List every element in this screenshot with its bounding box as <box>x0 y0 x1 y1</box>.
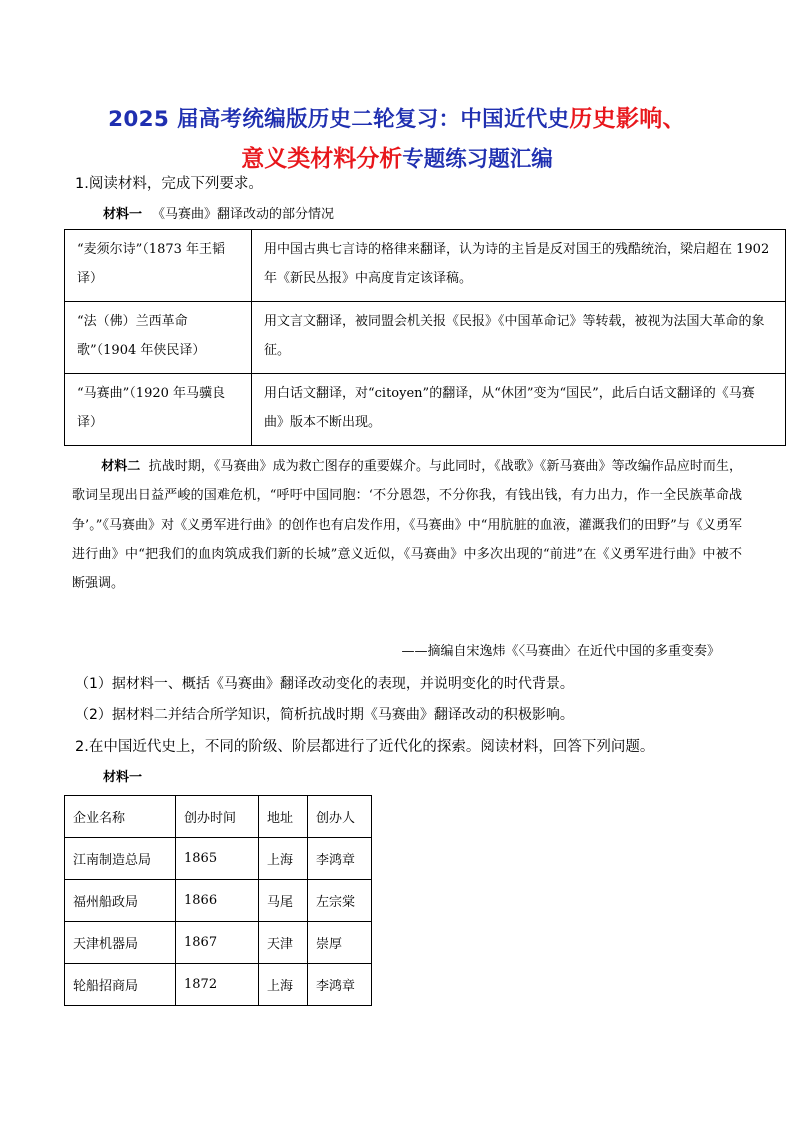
header-cell: 地址 <box>259 796 308 838</box>
founder-cell: 李鸿章 <box>308 964 372 1006</box>
location-cell: 天津 <box>259 922 308 964</box>
q1-material-2-text: 抗战时期，《马赛曲》成为救亡图存的重要媒介。与此同时，《战歌》《新马赛曲》等改编作品应时而生，歌词呈现出日益严峻的国难危机，“呼吁中国同胞：‘不分恩怨，不分你我，有钱出钱，有力出力，作一全民族革命战争’。”《马赛曲》对《义勇军进行曲》的创作也有启发作用，《马赛曲》中“用肮脏的血液，灌溉我们的田野”与《义勇军进行曲》中“把我们的血肉筑成我们新的长城”意义近似，《马赛曲》中多次出现的“前进”在《义勇军进行曲》中被不断强调。 <box>72 459 742 592</box>
table-row <box>65 838 372 880</box>
enterprise-name-cell: 轮船招商局 <box>65 964 176 1006</box>
table-row <box>65 880 372 922</box>
founding-year-cell: 1866 <box>176 880 259 922</box>
q1-material-1-caption: 《马赛曲》翻译改动的部分情况 <box>152 207 335 222</box>
sub-question-2: （2）据材料二并结合所学知识，简析抗战时期《马赛曲》翻译改动的积极影响。 <box>75 707 574 723</box>
question-1-stem: 1.阅读材料，完成下列要求。 <box>75 176 263 192</box>
title-blue-part-2: 专题练习题汇编 <box>402 147 553 172</box>
q1-material-2-paragraph <box>72 452 742 598</box>
material-source: ——摘编自宋逸炜《〈马赛曲〉在近代中国的多重变奏》 <box>401 644 720 659</box>
location-cell: 上海 <box>259 838 308 880</box>
title-red-part-2: 意义类材料分析 <box>241 146 403 172</box>
version-cell: “麦须尔诗”（1873 年王韬译） <box>65 230 252 302</box>
version-cell: “马赛曲”（1920 年马骥良译） <box>65 374 252 446</box>
enterprise-table <box>64 795 372 1006</box>
founder-cell: 李鸿章 <box>308 838 372 880</box>
translation-table <box>64 229 786 446</box>
founder-cell: 崇厚 <box>308 922 372 964</box>
sub-question-1: （1）据材料一、概括《马赛曲》翻译改动变化的表现，并说明变化的时代背景。 <box>75 676 574 692</box>
table-header-row <box>65 796 372 838</box>
q1-material-1-label: 材料一 <box>103 207 143 222</box>
table-row <box>65 374 786 446</box>
location-cell: 马尾 <box>259 880 308 922</box>
founder-cell: 左宗棠 <box>308 880 372 922</box>
question-2-stem: 2.在中国近代史上，不同的阶级、阶层都进行了近代化的探索。阅读材料，回答下列问题。 <box>75 739 655 755</box>
q1-material-2-label: 材料二 <box>101 459 141 474</box>
founding-year-cell: 1865 <box>176 838 259 880</box>
enterprise-name-cell: 江南制造总局 <box>65 838 176 880</box>
version-cell: “法（佛）兰西革命歌”（1904 年侠民译） <box>65 302 252 374</box>
title-red-part-1: 历史影响、 <box>569 106 686 132</box>
q2-material-1-label: 材料一 <box>103 770 143 785</box>
enterprise-name-cell: 天津机器局 <box>65 922 176 964</box>
table-row <box>65 230 786 302</box>
header-cell: 企业名称 <box>65 796 176 838</box>
enterprise-name-cell: 福州船政局 <box>65 880 176 922</box>
founding-year-cell: 1872 <box>176 964 259 1006</box>
description-cell: 用中国古典七言诗的格律来翻译，认为诗的主旨是反对国王的残酷统治，梁启超在 1902 年《新民丛报》中高度肯定该译稿。 <box>252 230 786 302</box>
founding-year-cell: 1867 <box>176 922 259 964</box>
header-cell: 创办人 <box>308 796 372 838</box>
table-row <box>65 922 372 964</box>
document-title-line-1 <box>0 100 794 133</box>
table-row <box>65 302 786 374</box>
q1-material-1-heading <box>103 203 334 222</box>
document-title-line-2 <box>0 140 794 173</box>
header-cell: 创办时间 <box>176 796 259 838</box>
description-cell: 用文言文翻译，被同盟会机关报《民报》《中国革命记》等转载，被视为法国大革命的象征。 <box>252 302 786 374</box>
title-blue-part-1: 2025 届高考统编版历史二轮复习：中国近代史 <box>108 107 570 132</box>
location-cell: 上海 <box>259 964 308 1006</box>
table-row <box>65 964 372 1006</box>
description-cell: 用白话文翻译，对“citoyen”的翻译，从“休团”变为“国民”，此后白话文翻译的《马赛曲》版本不断出现。 <box>252 374 786 446</box>
